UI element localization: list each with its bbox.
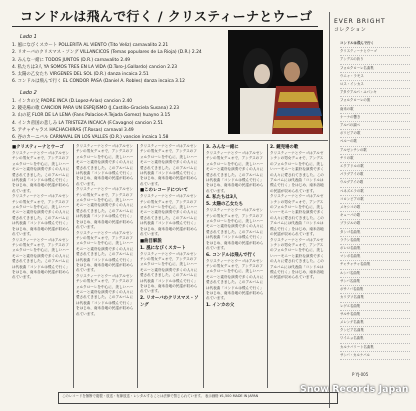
- track-b3: 3. 山の花 FLOR DE LA LENA (Fans Palacios-A.Tejada Gomez) huayno 3.15: [12, 113, 171, 119]
- divider-notes: [12, 140, 328, 141]
- notes-col3-heading-2: ■曲目解説: [140, 238, 162, 244]
- catalog-row: メレンゲ名曲集: [340, 319, 410, 327]
- notes-col4-text-3: クリスティーナとウーゴはアルゼンチンの男女デュオで、アンデスのフォルクローレを中心に、美しいハーモニーと素朴な演奏で多くの人々に愛されてきました。このアルバムには代表曲「コンドルは飛んで行く」をはじめ、南米各地の民謡が収められています。: [206, 258, 264, 301]
- divider-col-4: [267, 144, 268, 388]
- catalog-row: ペルーの歌: [340, 138, 410, 146]
- catalog-row: ルンバ名曲集: [340, 270, 410, 278]
- catalog-row: チリの歌: [340, 155, 410, 163]
- notes-col-1: [12, 144, 70, 388]
- catalog-row: ワイニョ名曲集: [340, 335, 410, 343]
- side-b-label: Lado 2: [20, 89, 37, 96]
- catalog-row: タンゴ名曲集: [340, 229, 410, 237]
- artist-photo: [228, 30, 323, 134]
- notes-col2-text: クリスティーナとウーゴはアルゼンチンの男女デュオで、アンデスのフォルクローレを中心に、美しいハーモニーと素朴な演奏で多くの人々に愛されてきました。このアルバムには代表曲「コンドルは飛んで行く」をはじめ、南米各地の民謡が収められています。: [76, 144, 134, 186]
- brand-name: EVER BRIGHT: [334, 18, 386, 25]
- notes-col1-text: クリスティーナとウーゴはアルゼンチンの男女デュオで、アンデスのフォルクローレを中心に、美しいハーモニーと素朴な演奏で多くの人々に愛されてきました。このアルバムには代表曲「コンドルは飛んで行く」をはじめ、南米各地の民謡が収められています。: [12, 151, 70, 193]
- notes-col4-item-4: 4. 私たちは3人: [206, 195, 238, 201]
- catalog-row: サンバ・カルナバル: [340, 352, 410, 360]
- track-a5: 5. 太陽の乙女たち VIRGENES DEL SOL (D.R.) danza incaica 2.51: [12, 72, 149, 78]
- notes-col-2: [76, 144, 134, 388]
- notes-col3-text-2: クリスティーナとウーゴはアルゼンチンの男女デュオで、アンデスのフォルクローレを中心に、美しいハーモニーと素朴な演奏で多くの人々に愛されてきました。このアルバムには代表曲「コンドルは飛んで行く」をはじめ、南米各地の民謡が収められています。: [140, 194, 198, 237]
- notes-col5-text-2: クリスティーナとウーゴはアルゼンチンの男女デュオで、アンデスのフォルクローレを中心に、美しいハーモニーと素朴な演奏で多くの人々に愛されてきました。このアルバムには代表曲「コンドルは飛んで行く」をはじめ、南米各地の民謡が収められています。: [270, 194, 324, 237]
- track-b1: 1. インカの父 PADRE INCA (D.Lopez-Arias) cancion 2.40: [12, 98, 133, 104]
- notes-col4-item-3: 3. みんな一緒に: [206, 145, 239, 150]
- notes-col-4: [206, 144, 264, 388]
- catalog-row: サンバ名曲集: [340, 278, 410, 286]
- watermark: Snow Records Japan: [300, 384, 409, 395]
- track-a6: 6. コンドルは飛んで行く EL CONDOR PASA (Daniel A. Robles) danza incaica 3.12: [12, 79, 185, 85]
- divider-col-3: [203, 144, 204, 388]
- divider-col-2: [137, 144, 138, 388]
- catalog-row: アタウアルパ・ユパンキ: [340, 89, 410, 97]
- catalog-row: カリプソ名曲集: [340, 294, 410, 302]
- catalog-row: ボリビアの歌: [340, 130, 410, 138]
- notes-col3-text: クリスティーナとウーゴはアルゼンチンの男女デュオで、アンデスのフォルクローレを中心に、美しいハーモニーと素朴な演奏で多くの人々に愛されてきました。このアルバムには代表曲「コンドルは飛んで行く」をはじめ、南米各地の民謡が収められています。: [140, 144, 198, 186]
- notes-col5-text: クリスティーナとウーゴはアルゼンチンの男女デュオで、アンデスのフォルクローレを中心に、美しいハーモニーと素朴な演奏で多くの人々に愛されてきました。このアルバムには代表曲「コンドルは飛んで行く」をはじめ、南米各地の民謡が収められています。: [270, 151, 324, 193]
- catalog-row: フォルクローレの旅: [340, 97, 410, 105]
- catalog-row: アルパの調べ: [340, 122, 410, 130]
- catalog-number: P YJ-005: [352, 372, 369, 377]
- catalog-list: [340, 40, 410, 360]
- notes-col3-sub-2: 2. リオーバのクリスマス・ソング: [140, 295, 199, 308]
- notes-col2-text-4: クリスティーナとウーゴはアルゼンチンの男女デュオで、アンデスのフォルクローレを中心に、美しいハーモニーと素朴な演奏で多くの人々に愛されてきました。このアルバムには代表曲「コンドルは飛んで行く」をはじめ、南米各地の民謡が収められています。: [76, 273, 134, 316]
- side-a-label: Lado 1: [20, 34, 37, 40]
- catalog-row: キューバの歌: [340, 212, 410, 220]
- catalog-row: コンドルは飛んで行く: [340, 40, 410, 48]
- notes-col3-text-3: クリスティーナとウーゴはアルゼンチンの男女デュオで、アンデスのフォルクローレを中心に、美しいハーモニーと素朴な演奏で多くの人々に愛されてきました。このアルバムには代表曲「コンドルは飛んで行く」をはじめ、南米各地の民謡が収められています。: [140, 251, 198, 294]
- notes-col2-text-2: クリスティーナとウーゴはアルゼンチンの男女デュオで、アンデスのフォルクローレを中心に、美しいハーモニーと素朴な演奏で多くの人々に愛されてきました。このアルバムには代表曲「コンドルは飛んで行く」をはじめ、南米各地の民謡が収められています。: [76, 187, 134, 230]
- notes-col1-text-3: クリスティーナとウーゴはアルゼンチンの男女デュオで、アンデスのフォルクローレを中心に、美しいハーモニーと素朴な演奏で多くの人々に愛されてきました。このアルバムには代表曲「コンドルは飛んで行く」をはじめ、南米各地の民謡が収められています。: [12, 237, 70, 280]
- catalog-row: カルナバリート名曲集: [340, 344, 410, 352]
- notes-col1-text-2: クリスティーナとウーゴはアルゼンチンの男女デュオで、アンデスのフォルクローレを中心に、美しいハーモニーと素朴な演奏で多くの人々に愛されてきました。このアルバムには代表曲「コンドルは飛んで行く」をはじめ、南米各地の民謡が収められています。: [12, 194, 70, 237]
- catalog-row: マンボ名曲集: [340, 253, 410, 261]
- track-b5: 5. アチャチャラス HACHACHIRAS (T.Rosas) carnaval 3.49: [12, 127, 134, 133]
- notes-col4-text: クリスティーナとウーゴはアルゼンチンの男女デュオで、アンデスのフォルクローレを中心に、美しいハーモニーと素朴な演奏で多くの人々に愛されてきました。このアルバムには代表曲「コンドルは飛んで行く」をはじめ、南米各地の民謡が収められています。: [206, 151, 264, 193]
- catalog-row: 南米の歌: [340, 106, 410, 114]
- catalog-row: クリスティーナとウーゴ: [340, 48, 410, 56]
- track-b2: 2. 鏡売場の歌 CANCION PARA UN ESPEJISMO (J.Castillo-Graciela Susana) 2.23: [12, 106, 180, 112]
- catalog-row: ケーナの響き: [340, 114, 410, 122]
- track-a2: 2. リオーバのクリスマス・ソング VILLANCICOS (Temas populares de La Rioja) (D.R.) 2.24: [12, 50, 202, 56]
- notes-col5-item-2: 2. 鏡売場の歌: [270, 145, 299, 150]
- catalog-row: メキシコの歌: [340, 204, 410, 212]
- notes-col1-heading: ■クリスティーナとウーゴ: [12, 145, 64, 150]
- album-title: コンドルは飛んで行く / クリスティーナとウーゴ: [20, 10, 313, 25]
- notes-col4-item-1: 1. インカの父: [206, 302, 235, 308]
- copyright-box: このレコードを無断で複製・放送・有線放送・レンタルすることは法律で禁じられています。 表示価格 ¥1,500 MADE IN JAPAN: [58, 392, 338, 404]
- notes-col4-item-5: 5. 太陽の乙女たち: [206, 202, 243, 208]
- notes-col4-text-2: クリスティーナとウーゴはアルゼンチンの男女デュオで、アンデスのフォルクローレを中心に、美しいハーモニーと素朴な演奏で多くの人々に愛されてきました。このアルバムには代表曲「コンドルは飛んで行く」をはじめ、南米各地の民謡が収められています。: [206, 208, 264, 251]
- catalog-row: チャチャチャ名曲集: [340, 261, 410, 269]
- track-a3: 3. みんな一緒に TODOS JUNTOS (D.R.) carnavalito 2.49: [12, 57, 131, 63]
- notes-col-3: [140, 144, 200, 388]
- notes-col2-text-3: クリスティーナとウーゴはアルゼンチンの男女デュオで、アンデスのフォルクローレを中心に、美しいハーモニーと素朴な演奏で多くの人々に愛されてきました。このアルバムには代表曲「コンドルは飛んで行く」をはじめ、南米各地の民謡が収められています。: [76, 230, 134, 273]
- catalog-row: ブラジルの歌: [340, 220, 410, 228]
- notes-col-5: [270, 144, 326, 388]
- catalog-row: アンデスの祈り: [340, 56, 410, 64]
- brand-sub: コレクション: [334, 27, 367, 33]
- catalog-row: ボレロ名曲集: [340, 245, 410, 253]
- track-a4: 4. 私たちは3人 YA SOMOS TRES EN LA VIDA (D.Toro-J.Gallardo) cancion 2.23: [12, 64, 178, 70]
- catalog-row: ボサノバ名曲集: [340, 286, 410, 294]
- title-rule: [12, 26, 318, 27]
- artist-photo-image: [228, 30, 323, 134]
- catalog-row: ウルグアイの歌: [340, 179, 410, 187]
- divider-photo-credits: [329, 12, 330, 408]
- catalog-row: ロス・インカス: [340, 81, 410, 89]
- divider-col-1: [73, 144, 74, 388]
- catalog-row: サルサ名曲集: [340, 311, 410, 319]
- notes-col4-item-6: 6. コンドルは飛んで行く: [206, 252, 257, 258]
- notes-col3-sub-1: 1. 風になびくスカート: [140, 245, 186, 251]
- catalog-row: コロンビアの歌: [340, 196, 410, 204]
- catalog-row: エクアドルの歌: [340, 163, 410, 171]
- notes-col5-text-3: クリスティーナとウーゴはアルゼンチンの男女デュオで、アンデスのフォルクローレを中心に、美しいハーモニーと素朴な演奏で多くの人々に愛されてきました。このアルバムには代表曲「コンドルは飛んで行く」をはじめ、南米各地の民謡が収められています。: [270, 237, 324, 280]
- notes-col3-heading: ■このレコードについて: [140, 188, 188, 194]
- tracklist: [12, 30, 226, 142]
- catalog-row: パラグアイの歌: [340, 171, 410, 179]
- catalog-row: ベネズエラの歌: [340, 188, 410, 196]
- track-b4: 4. インカ帝国の悲しみ LA TRISTEZA INCAICA (F.Cavagno) cancion 2.51: [12, 120, 164, 126]
- track-a1: 1. 風になびくスカート POLLERITA AL VIENTO (Tito Veliz) carnavalito 2.21: [12, 43, 169, 48]
- track-b6: 6. 谷のカーニバル CARNAVAL EN LOS VALLES (D.R.) vancion incaica 1.58: [12, 135, 169, 141]
- catalog-row: ラテン名曲集: [340, 237, 410, 245]
- brand-logo: [334, 18, 400, 33]
- catalog-row: クンビア名曲集: [340, 327, 410, 335]
- catalog-row: フォルクローレ名曲集: [340, 65, 410, 73]
- catalog-row: レゲエ名曲集: [340, 303, 410, 311]
- catalog-row: アルゼンチンの歌: [340, 147, 410, 155]
- catalog-row: ウニャ・ラモス: [340, 73, 410, 81]
